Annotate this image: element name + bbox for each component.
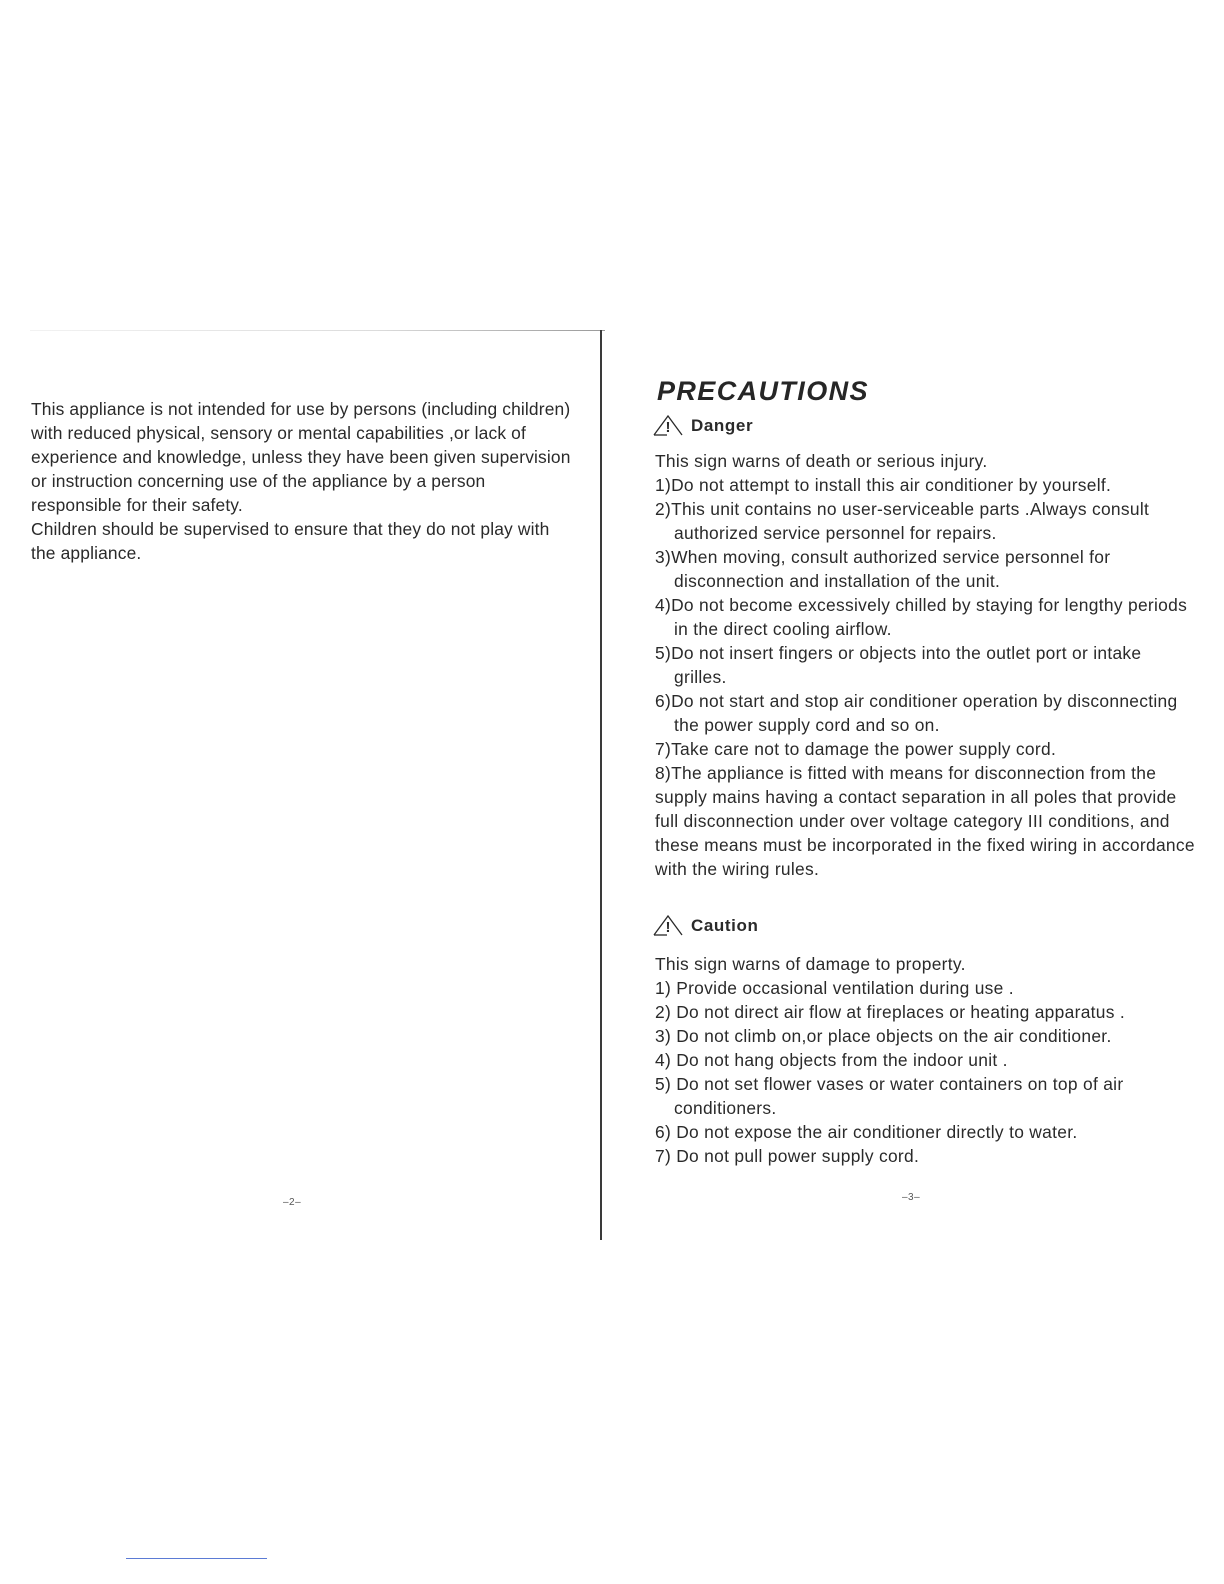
caution-section — [655, 952, 1195, 1168]
caution-item: 4) Do not hang objects from the indoor unit . — [655, 1050, 1008, 1070]
page-title: PRECAUTIONS — [657, 376, 869, 406]
left-page-body — [31, 397, 571, 565]
danger-item: 5)Do not insert fingers or objects into the outlet port or intake grilles. — [655, 643, 1142, 687]
danger-label: Danger — [691, 416, 754, 435]
danger-item: 1)Do not attempt to install this air conditioner by yourself. — [655, 475, 1112, 495]
danger-item: 7)Take care not to damage the power supply cord. — [655, 739, 1057, 759]
svg-text:!: ! — [665, 919, 671, 936]
danger-item: 8)The appliance is fitted with means for disconnection from the supply mains having a contact separation in all poles that provide full disconnection under over voltage category III conditions, and these means must be incorporated in the fixed wiring in accordance with the wiring rules. — [655, 763, 1195, 879]
page-number-left: –2– — [283, 1197, 302, 1208]
page-number-right: –3– — [902, 1192, 921, 1203]
danger-intro: This sign warns of death or serious injury. — [655, 451, 988, 471]
supervision-paragraph: This appliance is not intended for use by persons (including children) with reduced physical, sensory or mental capabilities ,or lack of experience and knowledge, unless they have been given supervision or instruction concerning use of the appliance by a person responsible for their safety. — [31, 399, 571, 515]
svg-text:!: ! — [665, 419, 671, 436]
caution-intro: This sign warns of damage to property. — [655, 954, 966, 974]
caution-item: 1) Provide occasional ventilation during use . — [655, 978, 1014, 998]
caution-heading — [653, 913, 758, 937]
caution-item: 5) Do not set flower vases or water containers on top of air conditioners. — [655, 1074, 1124, 1118]
danger-item: 6)Do not start and stop air conditioner operation by disconnecting the power supply cord and so on. — [655, 691, 1178, 735]
danger-item: 3)When moving, consult authorized service personnel for disconnection and installation of the unit. — [655, 547, 1111, 591]
footer-link-underline — [126, 1558, 267, 1559]
children-paragraph: Children should be supervised to ensure that they do not play with the appliance. — [31, 519, 550, 563]
danger-section — [655, 449, 1195, 881]
right-page — [605, 0, 1224, 1584]
caution-item: 6) Do not expose the air conditioner directly to water. — [655, 1122, 1078, 1142]
danger-item: 2)This unit contains no user-serviceable parts .Always consult authorized service personnel for repairs. — [655, 499, 1150, 543]
caution-item: 2) Do not direct air flow at fireplaces or heating apparatus . — [655, 1002, 1126, 1022]
warning-triangle-icon — [653, 413, 687, 437]
caution-label: Caution — [691, 916, 759, 935]
danger-item: 4)Do not become excessively chilled by staying for lengthy periods in the direct cooling airflow. — [655, 595, 1188, 639]
left-page — [0, 0, 605, 1584]
caution-item: 3) Do not climb on,or place objects on the air conditioner. — [655, 1026, 1112, 1046]
warning-triangle-icon — [653, 913, 687, 937]
danger-heading — [653, 413, 753, 437]
caution-item: 7) Do not pull power supply cord. — [655, 1146, 920, 1166]
